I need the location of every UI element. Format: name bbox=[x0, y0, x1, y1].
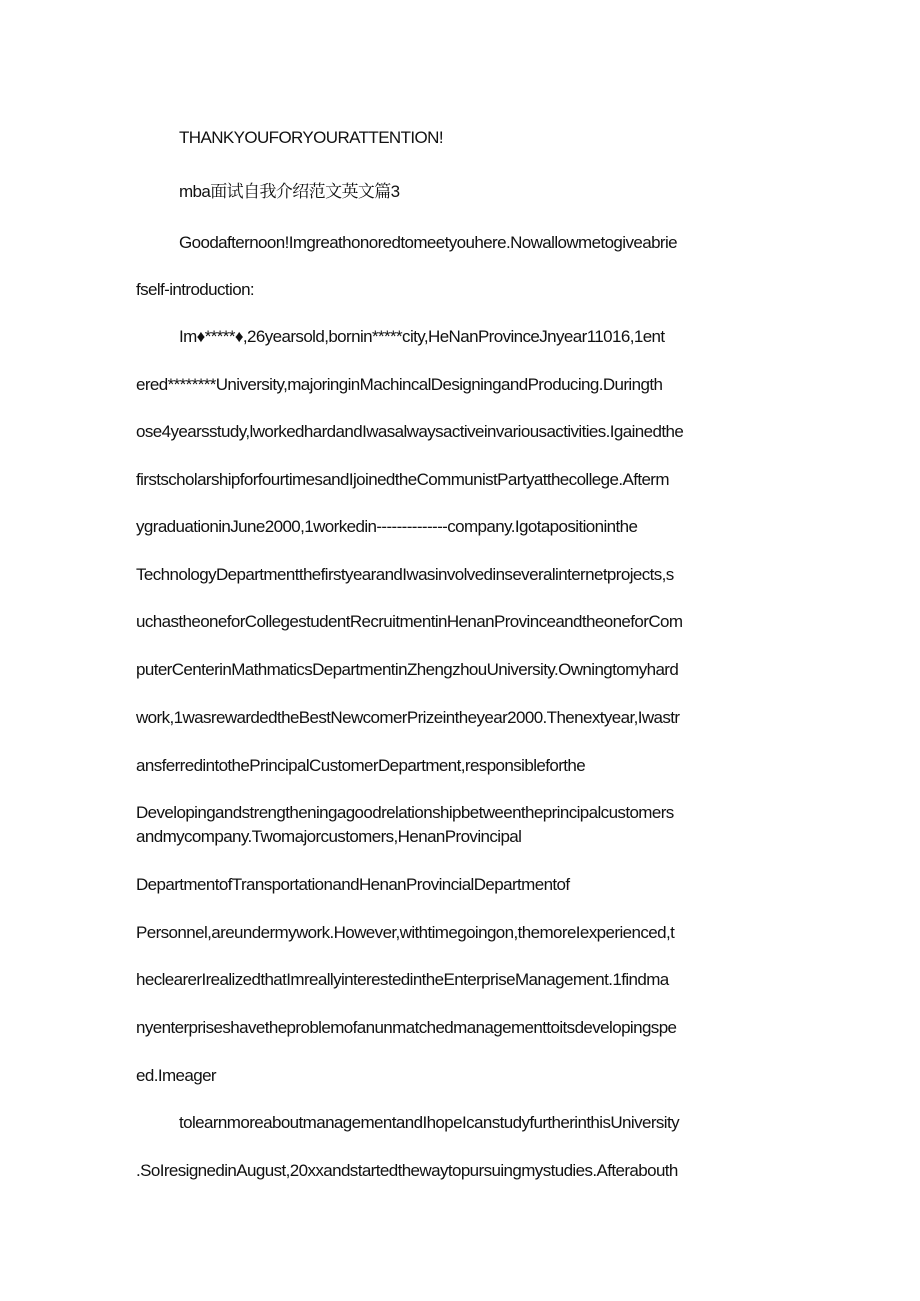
text-line: ered********University,majoringinMachincalDesigningandProducing.Duringth bbox=[136, 375, 663, 394]
text-line: Im♦*****♦,26yearsold,bornin*****city,HeNanProvinceJnyear11016,1ent bbox=[179, 327, 665, 346]
text-line: ygraduationinJune2000,1workedin--------------company.Igotapositioninthe bbox=[136, 517, 638, 536]
text-line: puterCenterinMathmaticsDepartmentinZhengzhouUniversity.Owningtomyhard bbox=[136, 660, 679, 679]
text-line: Developingandstrengtheningagoodrelationshipbetweentheprincipalcustomers bbox=[136, 803, 674, 822]
text-line: ose4yearsstudy,lworkedhardandIwasalwaysactiveinvariousactivities.Igainedthe bbox=[136, 422, 684, 441]
section-title: mba面试自我介绍范文英文篇3 bbox=[179, 182, 400, 201]
text-line: fself-introduction: bbox=[136, 280, 255, 299]
text-line: TechnologyDepartmentthefirstyearandIwasinvolvedinseveralinternetprojects,s bbox=[136, 565, 674, 584]
text-line: nyenterpriseshavetheproblemofanunmatchedmanagementtoitsdevelopingspe bbox=[136, 1018, 677, 1037]
text-line: DepartmentofTransportationandHenanProvincialDepartmentof bbox=[136, 875, 570, 894]
text-line: .SoIresignedinAugust,20xxandstartedthewaytopursuingmystudies.Afterabouth bbox=[136, 1161, 678, 1180]
text-line: uchastheoneforCollegestudentRecruitmentinHenanProvinceandtheoneforCom bbox=[136, 612, 683, 631]
text-line: andmycompany.Twomajorcustomers,HenanProvincipal bbox=[136, 827, 522, 846]
text-line: tolearnmoreaboutmanagementandIhopeIcanstudyfurtherinthisUniversity bbox=[179, 1113, 679, 1132]
text-line: Personnel,areundermywork.However,withtimegoingon,themoreIexperienced,t bbox=[136, 923, 675, 942]
text-line: ed.Imeager bbox=[136, 1066, 216, 1085]
closing-line: THANKYOUFORYOURATTENTION! bbox=[179, 128, 443, 147]
text-line: work,1wasrewardedtheBestNewcomerPrizeintheyear2000.Thenextyear,Iwastr bbox=[136, 708, 680, 727]
text-line: Goodafternoon!Imgreathonoredtomeetyouhere.Nowallowmetogiveabrie bbox=[179, 233, 678, 252]
text-line: heclearerIrealizedthatImreallyinterestedintheEnterpriseManagement.1findma bbox=[136, 970, 669, 989]
text-line: ansferredintothePrincipalCustomerDepartment,responsibleforthe bbox=[136, 756, 586, 775]
text-line: firstscholarshipforfourtimesandIjoinedtheCommunistPartyatthecollege.Afterm bbox=[136, 470, 669, 489]
